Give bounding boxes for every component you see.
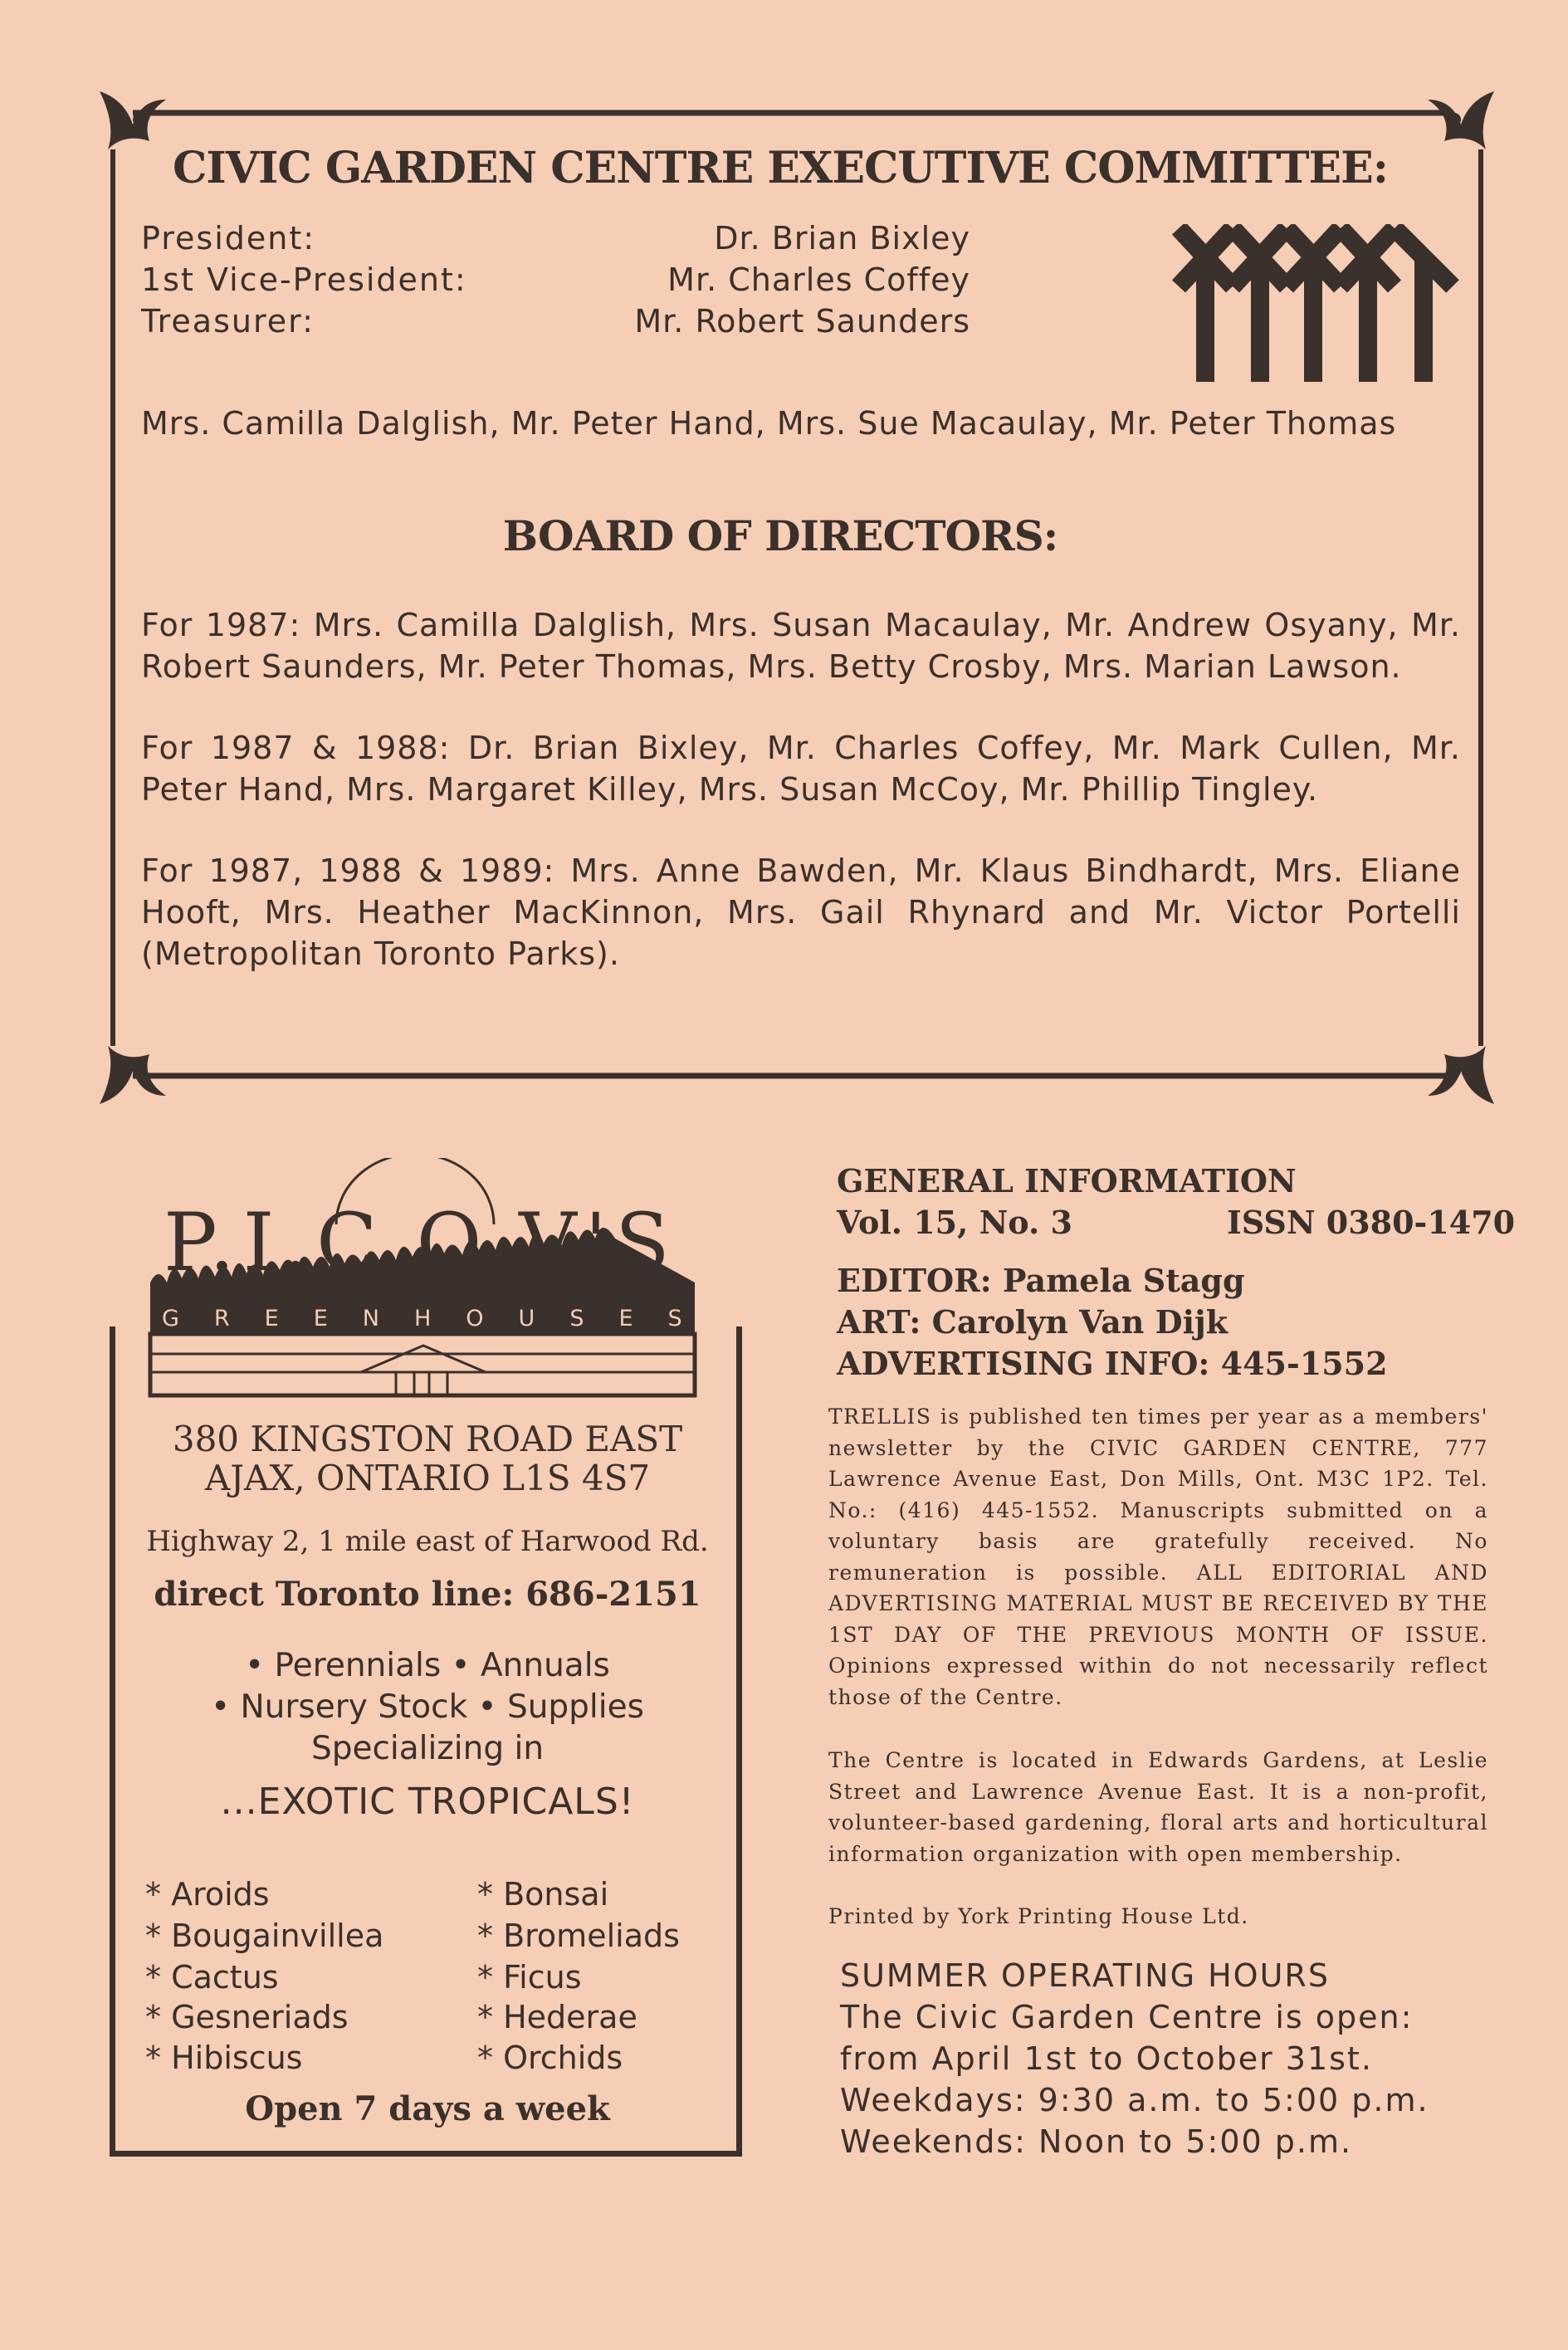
officer-role-president: President: xyxy=(141,220,316,256)
hours-title: SUMMER OPERATING HOURS xyxy=(840,1957,1330,1994)
info-art: ART: Carolyn Van Dijk xyxy=(837,1303,1229,1341)
plant-item: * Orchids xyxy=(477,2040,623,2076)
hours-line2: from April 1st to October 31st. xyxy=(840,2040,1373,2077)
board-term-1987: For 1987: Mrs. Camilla Dalglish, Mrs. Susan Macaulay, Mr. Andrew Osyany, Mr. Robert Saunders, Mr. Peter Thomas, Mrs. Betty Crosby, Mrs. Marian Lawson. xyxy=(141,607,1461,685)
info-advertising: ADVERTISING INFO: 445-1552 xyxy=(837,1345,1388,1382)
info-paragraph-publication: TRELLIS is published ten times per year as a members' newsletter by the CIVIC GARDEN CENTRE, 777 Lawrence Avenue East, Don Mills, Ont. M3C 1P2. Tel. No.: (416) 445-1552. Manuscripts submitted on a voluntary basis are gratefully received. No remuneration is possible. ALL EDITORIAL AND ADVERTISING MATERIAL MUST BE RECEIVED BY THE 1ST DAY OF THE PREVIOUS MONTH OF ISSUE. Opinions expressed within do not necessarily reflect those of the Centre. xyxy=(828,1405,1488,1709)
plant-item: * Aroids xyxy=(145,1876,270,1913)
ad-directions: Highway 2, 1 mile east of Harwood Rd. xyxy=(146,1525,709,1558)
info-printer: Printed by York Printing House Ltd. xyxy=(828,1904,1249,1928)
trellis-logo-icon xyxy=(1170,224,1461,386)
plant-item: * Ficus xyxy=(477,1959,582,1996)
plant-item: * Bromeliads xyxy=(477,1918,680,1954)
ad-services-1: • Perennials • Annuals xyxy=(245,1647,610,1684)
officer-name-treasurer: Mr. Robert Saunders xyxy=(634,303,970,340)
ad-address-line2: AJAX, ONTARIO L1S 4S7 xyxy=(204,1458,651,1498)
info-issn: ISSN 0380-1470 xyxy=(1227,1204,1516,1241)
picovs-brand: P.I.C.O.V'S xyxy=(164,1196,678,1289)
board-term-1987-1988: For 1987 & 1988: Dr. Brian Bixley, Mr. Charles Coffey, Mr. Mark Cullen, Mr. Peter Hand, Mrs. Margaret Killey, Mrs. Susan McCoy, Mr. Phillip Tingley. xyxy=(141,730,1461,808)
plant-item: * Bougainvillea xyxy=(145,1918,384,1954)
ad-phone: direct Toronto line: 686-2151 xyxy=(154,1575,701,1614)
picovs-brand-sub: GREENHOUSES xyxy=(162,1306,717,1331)
plant-item: * Gesneriads xyxy=(145,1999,349,2035)
officer-name-president: Dr. Brian Bixley xyxy=(714,220,970,256)
ad-specializing: Specializing in xyxy=(310,1730,545,1767)
info-heading: GENERAL INFORMATION xyxy=(837,1162,1297,1199)
ad-open-days: Open 7 days a week xyxy=(245,2089,610,2128)
plant-item: * Hederae xyxy=(477,1999,637,2035)
ad-address-line1: 380 KINGSTON ROAD EAST xyxy=(172,1419,683,1459)
info-paragraph-location: The Centre is located in Edwards Gardens, at Leslie Street and Lawrence Avenue East. It is a non-profit, volunteer-based gardening, floral arts and horticultural information organization with open membership. xyxy=(828,1748,1488,1866)
ad-exotic-tropicals: ...EXOTIC TROPICALS! xyxy=(220,1781,635,1823)
info-volume: Vol. 15, No. 3 xyxy=(837,1204,1072,1241)
ad-services-2: • Nursery Stock • Supplies xyxy=(211,1688,644,1726)
board-term-1987-1989: For 1987, 1988 & 1989: Mrs. Anne Bawden, Mr. Klaus Bindhardt, Mrs. Eliane Hooft, Mrs. Heather MacKinnon, Mrs. Gail Rhynard and Mr. Victor Portelli (Metropolitan Toronto Parks). xyxy=(141,853,1461,972)
hours-line1: The Civic Garden Centre is open: xyxy=(840,1999,1414,2035)
board-title: BOARD OF DIRECTORS: xyxy=(502,511,1058,560)
info-editor: EDITOR: Pamela Stagg xyxy=(837,1262,1245,1299)
committee-members: Mrs. Camilla Dalglish, Mr. Peter Hand, Mrs. Sue Macaulay, Mr. Peter Thomas xyxy=(141,405,1397,442)
plant-item: * Hibiscus xyxy=(145,2040,303,2076)
picovs-logo xyxy=(137,1158,717,1410)
officer-name-vice-president: Mr. Charles Coffey xyxy=(667,261,970,298)
plant-item: * Cactus xyxy=(145,1959,279,1996)
plant-item: * Bonsai xyxy=(477,1876,609,1913)
officer-role-vice-president: 1st Vice-President: xyxy=(141,261,467,298)
hours-line4: Weekends: Noon to 5:00 p.m. xyxy=(840,2123,1353,2160)
committee-title: CIVIC GARDEN CENTRE EXECUTIVE COMMITTEE: xyxy=(173,143,1388,193)
officer-role-treasurer: Treasurer: xyxy=(141,303,315,340)
hours-line3: Weekdays: 9:30 a.m. to 5:00 p.m. xyxy=(840,2082,1429,2118)
